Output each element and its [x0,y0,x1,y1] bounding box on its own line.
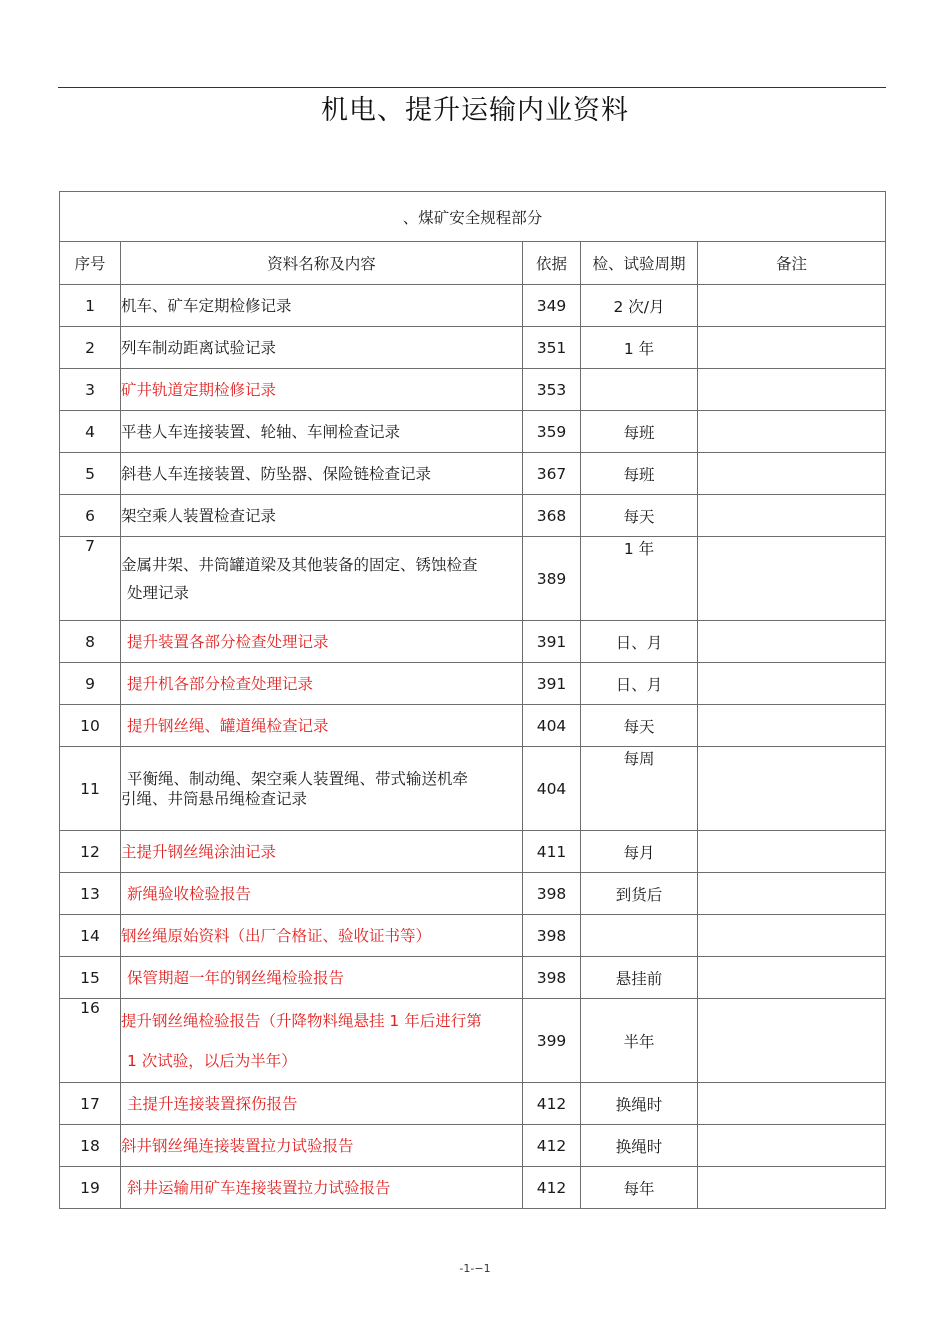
row-basis: 349 [523,285,581,327]
row-remark [698,621,886,663]
row-name: 钢丝绳原始资料（出厂合格证、验收证书等） [121,915,523,957]
row-remark [698,831,886,873]
row-name-text: 提升钢丝绳、罐道绳检查记录 [127,716,329,735]
row-name-text: 提升机各部分检查处理记录 [127,674,314,693]
row-cycle [581,915,698,957]
row-basis: 398 [523,915,581,957]
row-name-text: 新绳验收检验报告 [127,884,252,903]
row-cycle: 1 年 [581,327,698,369]
table-row [60,873,886,915]
row-basis: 353 [523,369,581,411]
row-name: 列车制动距离试验记录 [121,327,523,369]
row-basis: 399 [523,999,581,1083]
row-basis: 398 [523,957,581,999]
column-header-row [60,242,886,285]
row-remark [698,495,886,537]
table-row [60,831,886,873]
row-remark [698,327,886,369]
row-remark [698,369,886,411]
row-name-text: 斜井运输用矿车连接装置拉力试验报告 [127,1178,391,1197]
row-remark [698,873,886,915]
row-remark [698,999,886,1083]
row-basis: 389 [523,537,581,621]
row-name: 机车、矿车定期检修记录 [121,285,523,327]
row-no: 13 [60,873,121,915]
row-name: 架空乘人装置检查记录 [121,495,523,537]
row-remark [698,1083,886,1125]
row-name-text: 提升装置各部分检查处理记录 [127,632,329,651]
row-cycle: 1 年 [581,537,698,621]
row-no: 18 [60,1125,121,1167]
row-remark [698,537,886,621]
row-no: 17 [60,1083,121,1125]
row-name-line1: 平衡绳、制动绳、架空乘人装置绳、带式输送机牵 [127,769,469,788]
document-title: 机电、提升运输内业资料 [321,95,629,126]
row-remark [698,1167,886,1209]
row-name-line1: 提升钢丝绳检验报告（升降物料绳悬挂 1 年后进行第 [121,1011,482,1030]
row-cycle: 每天 [581,705,698,747]
row-remark [698,747,886,831]
row-basis: 411 [523,831,581,873]
table-row [60,495,886,537]
row-cycle: 换绳时 [581,1083,698,1125]
row-name-text: 保管期超一年的钢丝绳检验报告 [127,968,345,987]
row-remark [698,915,886,957]
row-name [121,705,523,747]
row-no: 3 [60,369,121,411]
table-row [60,285,886,327]
row-basis: 412 [523,1167,581,1209]
row-remark [698,411,886,453]
row-basis: 367 [523,453,581,495]
row-no: 14 [60,915,121,957]
row-basis: 391 [523,621,581,663]
row-name-line2: 1 次试验，以后为半年） [127,1051,297,1070]
row-no: 4 [60,411,121,453]
header-remark: 备注 [698,242,886,285]
row-basis: 351 [523,327,581,369]
row-no: 5 [60,453,121,495]
header-no: 序号 [60,242,121,285]
row-name [121,747,523,831]
row-cycle: 每班 [581,411,698,453]
row-remark [698,705,886,747]
row-cycle [581,369,698,411]
table-row [60,411,886,453]
row-basis: 359 [523,411,581,453]
row-no: 12 [60,831,121,873]
row-cycle: 悬挂前 [581,957,698,999]
row-name: 主提升钢丝绳涂油记录 [121,831,523,873]
row-name: 斜井钢丝绳连接装置拉力试验报告 [121,1125,523,1167]
row-no: 8 [60,621,121,663]
row-basis: 412 [523,1125,581,1167]
table-row [60,537,886,621]
row-cycle: 每天 [581,495,698,537]
row-cycle: 换绳时 [581,1125,698,1167]
row-name: 斜巷人车连接装置、防坠器、保险链检查记录 [121,453,523,495]
row-remark [698,957,886,999]
row-name [121,621,523,663]
row-name [121,1167,523,1209]
row-basis: 391 [523,663,581,705]
row-name [121,999,523,1083]
row-basis: 412 [523,1083,581,1125]
row-name-text: 主提升连接装置探伤报告 [127,1094,298,1113]
row-no: 7 [60,537,121,621]
row-no: 6 [60,495,121,537]
row-name [121,663,523,705]
row-no: 19 [60,1167,121,1209]
table-row [60,663,886,705]
row-no: 2 [60,327,121,369]
table-row [60,915,886,957]
table-row [60,327,886,369]
table-row [60,705,886,747]
row-basis: 398 [523,873,581,915]
row-cycle: 每年 [581,1167,698,1209]
table-row [60,957,886,999]
row-name: 矿井轨道定期检修记录 [121,369,523,411]
row-basis: 368 [523,495,581,537]
row-cycle: 半年 [581,999,698,1083]
row-no: 1 [60,285,121,327]
row-cycle: 2 次/月 [581,285,698,327]
row-cycle: 每班 [581,453,698,495]
row-cycle: 日、月 [581,621,698,663]
row-remark [698,1125,886,1167]
inspection-records-table [59,191,886,1209]
row-basis: 404 [523,747,581,831]
table-row [60,1083,886,1125]
row-no: 10 [60,705,121,747]
section-title: 、煤矿安全规程部分 [60,192,886,242]
row-name [121,957,523,999]
row-name-line2: 引绳、井筒悬吊绳检查记录 [121,789,308,808]
table-row [60,453,886,495]
row-name [121,873,523,915]
row-remark [698,453,886,495]
table-row [60,621,886,663]
row-cycle: 每月 [581,831,698,873]
row-remark [698,663,886,705]
row-name-line1: 金属井架、井筒罐道梁及其他装备的固定、锈蚀检查 [121,555,478,574]
row-cycle: 每周 [581,747,698,831]
page-number: -1-−1 [459,1262,491,1275]
row-remark [698,285,886,327]
row-no: 15 [60,957,121,999]
section-header-row [60,192,886,242]
table-row [60,1125,886,1167]
header-name: 资料名称及内容 [121,242,523,285]
header-cycle: 检、试验周期 [581,242,698,285]
row-name: 平巷人车连接装置、轮轴、车闸检查记录 [121,411,523,453]
row-no: 9 [60,663,121,705]
row-basis: 404 [523,705,581,747]
table-row [60,1167,886,1209]
row-name [121,1083,523,1125]
row-name-line2: 处理记录 [127,583,190,602]
row-no: 11 [60,747,121,831]
row-cycle: 到货后 [581,873,698,915]
table-row [60,747,886,831]
table-row [60,999,886,1083]
row-name [121,537,523,621]
row-no: 16 [60,999,121,1083]
header-basis: 依据 [523,242,581,285]
row-cycle: 日、月 [581,663,698,705]
table-row [60,369,886,411]
